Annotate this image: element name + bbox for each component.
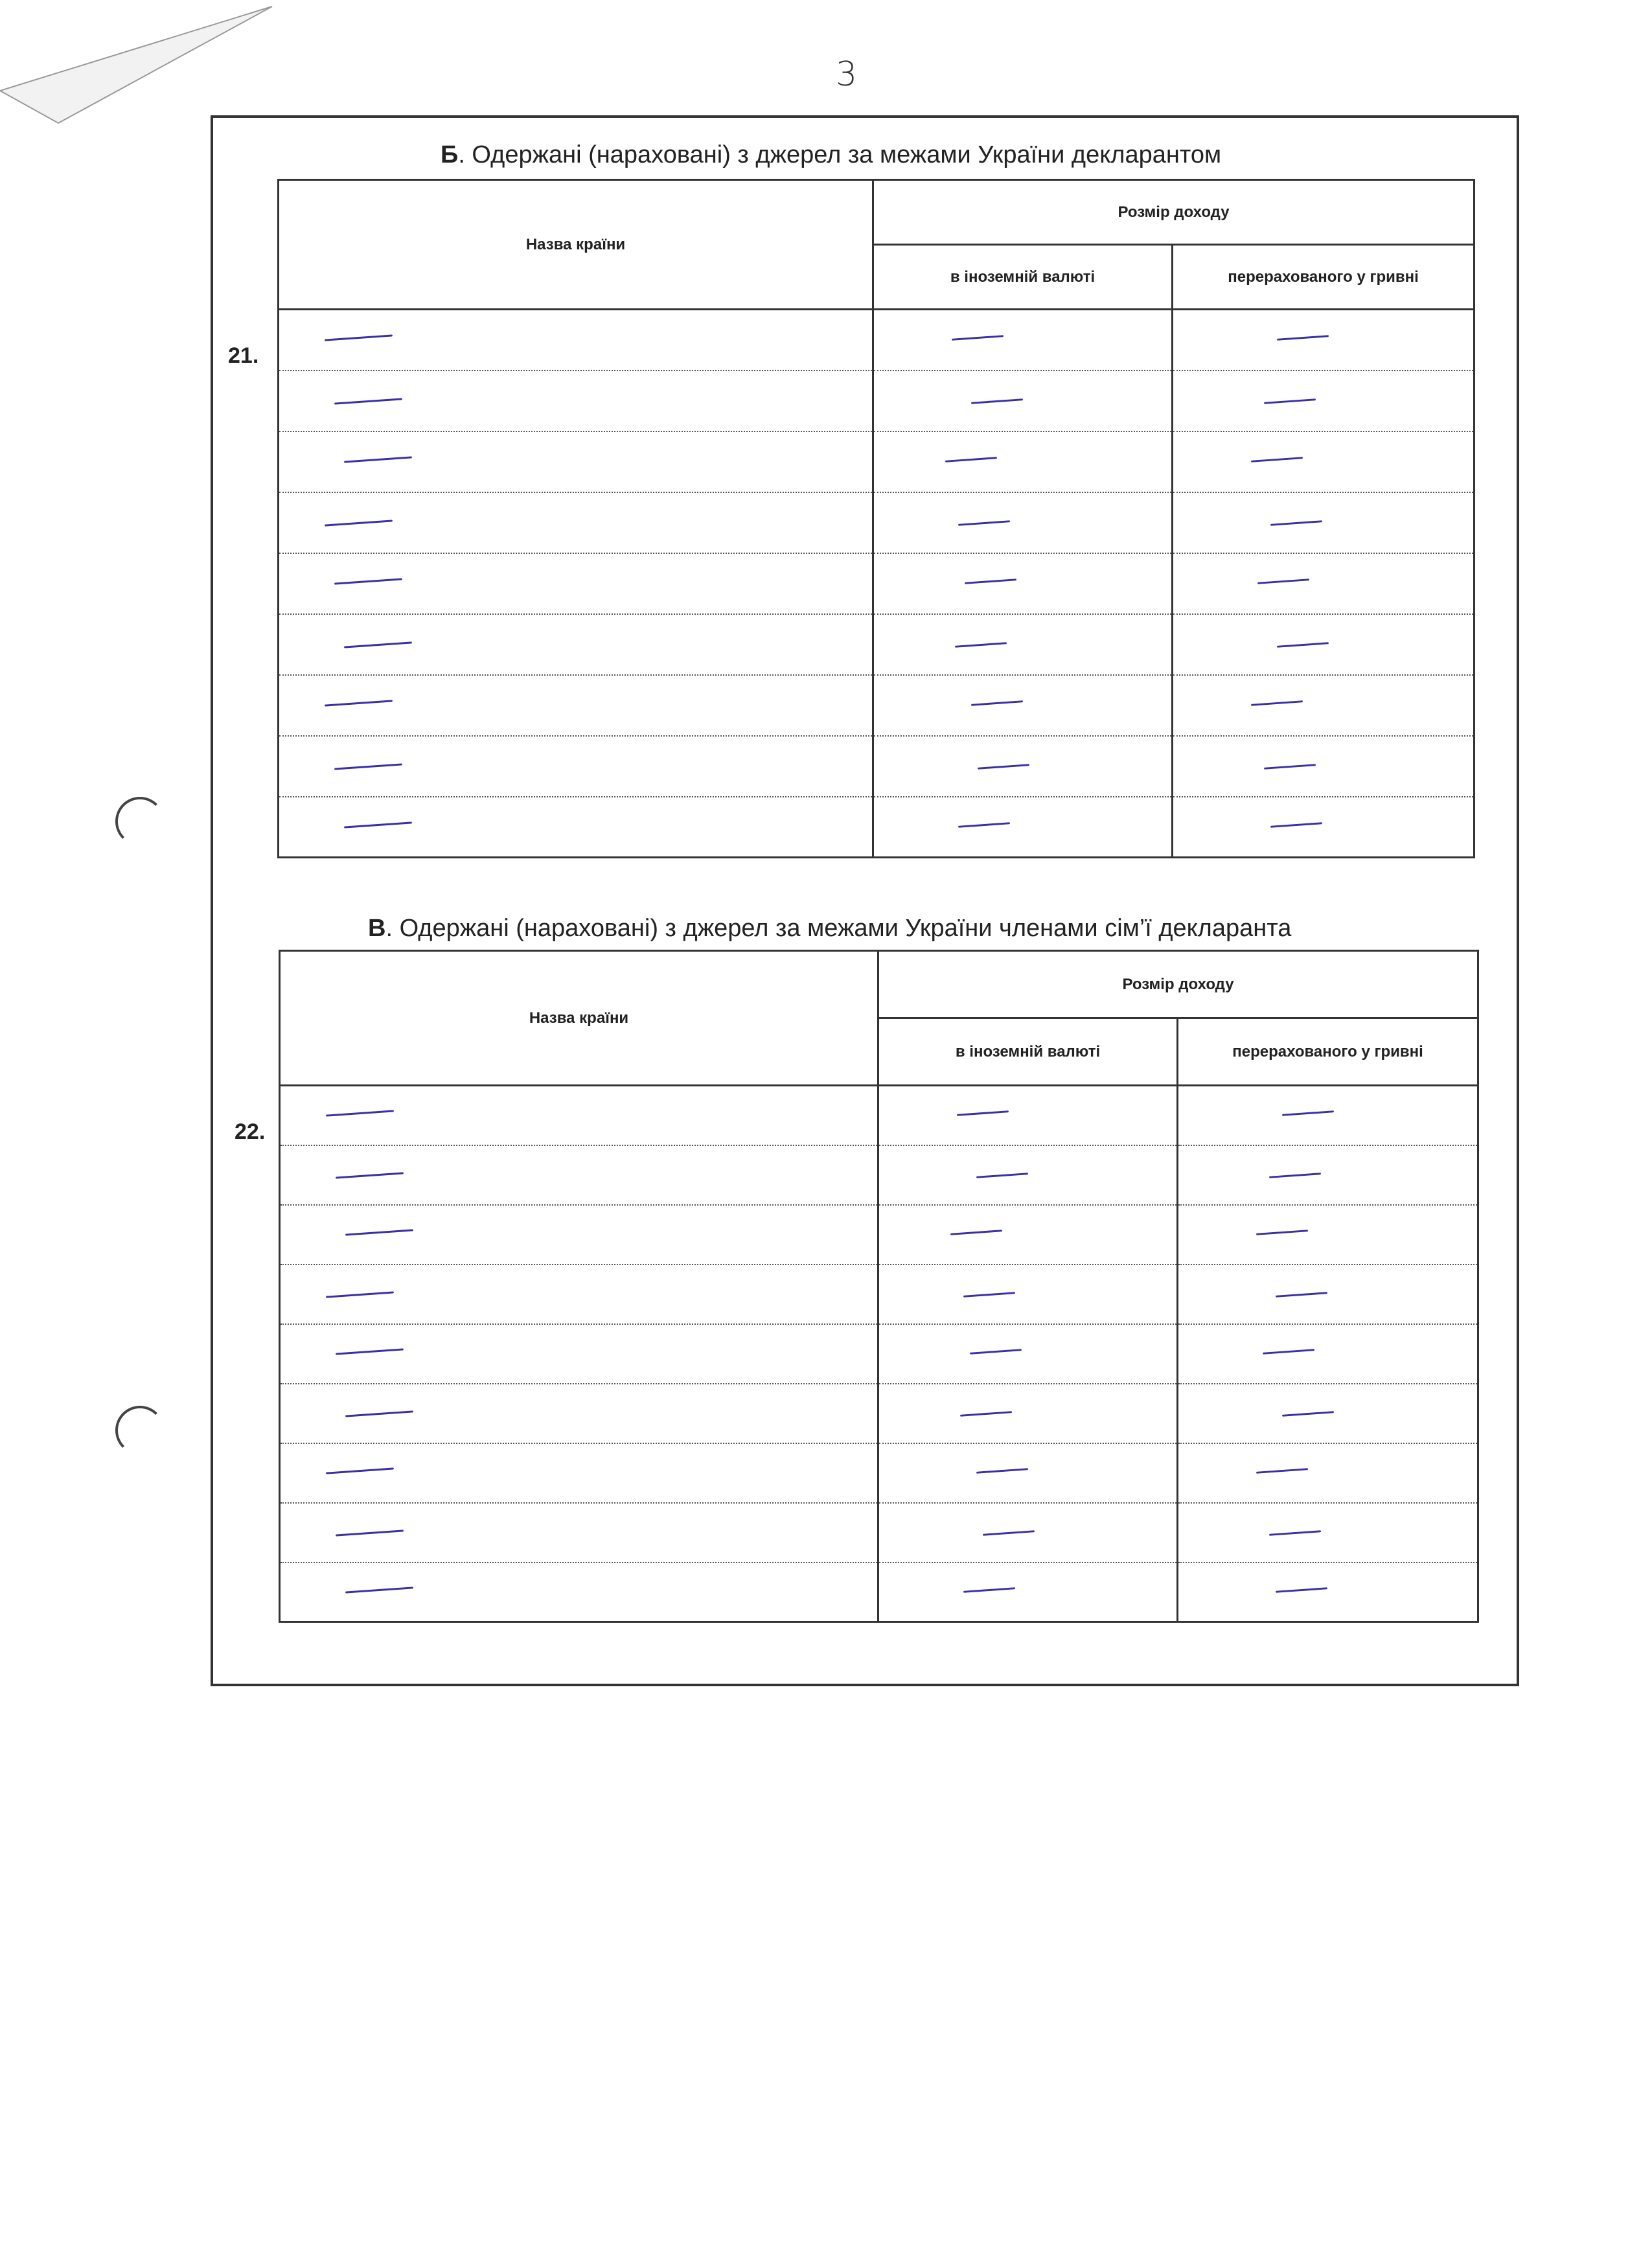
table-row bbox=[280, 1265, 1478, 1324]
handwritten-dash-mark bbox=[344, 821, 412, 828]
handwritten-dash-mark bbox=[1270, 822, 1322, 828]
handwritten-dash-mark bbox=[344, 456, 412, 463]
cell-country[interactable] bbox=[280, 1265, 878, 1324]
header-income-size: Розмір доходу bbox=[873, 180, 1474, 245]
cell-uah[interactable] bbox=[1178, 1324, 1478, 1384]
cell-country[interactable] bbox=[280, 1503, 878, 1563]
cell-uah[interactable] bbox=[1178, 1563, 1478, 1622]
punch-hole-lower bbox=[115, 1406, 165, 1455]
row-number-21: 21. bbox=[228, 343, 259, 368]
handwritten-dash-mark bbox=[345, 1410, 413, 1417]
handwritten-dash-mark bbox=[976, 1468, 1028, 1474]
cell-uah[interactable] bbox=[1178, 1503, 1478, 1563]
handwritten-dash-mark bbox=[1277, 335, 1329, 341]
cell-country[interactable] bbox=[279, 553, 873, 614]
cell-country[interactable] bbox=[280, 1384, 878, 1443]
table-section-b bbox=[277, 179, 1475, 858]
table-row bbox=[280, 1324, 1478, 1384]
handwritten-dash-mark bbox=[325, 700, 393, 706]
table-row bbox=[279, 675, 1474, 736]
handwritten-dash-mark bbox=[963, 1587, 1015, 1593]
cell-foreign-currency[interactable] bbox=[878, 1503, 1178, 1563]
cell-country[interactable] bbox=[279, 492, 873, 553]
handwritten-dash-mark bbox=[336, 1348, 404, 1355]
handwritten-dash-mark bbox=[1256, 1468, 1308, 1474]
table-row bbox=[279, 310, 1474, 371]
cell-foreign-currency[interactable] bbox=[878, 1324, 1178, 1384]
table-row bbox=[279, 797, 1474, 858]
cell-country[interactable] bbox=[279, 371, 873, 431]
cell-uah[interactable] bbox=[1178, 1145, 1478, 1205]
table-row bbox=[279, 371, 1474, 431]
cell-foreign-currency[interactable] bbox=[878, 1145, 1178, 1205]
cell-foreign-currency[interactable] bbox=[873, 736, 1173, 797]
handwritten-dash-mark bbox=[325, 334, 393, 341]
cell-country[interactable] bbox=[280, 1563, 878, 1622]
handwritten-dash-mark bbox=[344, 641, 412, 648]
handwritten-dash-mark bbox=[1251, 700, 1303, 706]
handwritten-dash-mark bbox=[326, 1110, 394, 1116]
handwritten-dash-mark bbox=[983, 1530, 1035, 1536]
table-row bbox=[280, 1205, 1478, 1265]
cell-foreign-currency[interactable] bbox=[878, 1086, 1178, 1145]
header-country: Назва країни bbox=[280, 951, 878, 1086]
cell-foreign-currency[interactable] bbox=[873, 310, 1173, 371]
cell-foreign-currency[interactable] bbox=[878, 1563, 1178, 1622]
section-v-letter: В bbox=[368, 915, 386, 942]
table-row bbox=[279, 492, 1474, 553]
cell-foreign-currency[interactable] bbox=[873, 553, 1173, 614]
cell-country[interactable] bbox=[279, 675, 873, 736]
cell-foreign-currency[interactable] bbox=[873, 431, 1173, 492]
section-b-letter: Б bbox=[441, 141, 459, 168]
cell-foreign-currency[interactable] bbox=[873, 797, 1173, 858]
handwritten-dash-mark bbox=[345, 1229, 413, 1235]
handwritten-dash-mark bbox=[1269, 1530, 1321, 1536]
table-row bbox=[280, 1503, 1478, 1563]
cell-uah[interactable] bbox=[1178, 1265, 1478, 1324]
section-b-title-text: . Одержані (нараховані) з джерел за межами України декларантом bbox=[458, 141, 1222, 168]
handwritten-dash-mark bbox=[1256, 1230, 1308, 1235]
handwritten-dash-mark bbox=[334, 763, 402, 770]
handwritten-dash-mark bbox=[1276, 1292, 1327, 1298]
cell-country[interactable] bbox=[280, 1205, 878, 1265]
cell-foreign-currency[interactable] bbox=[873, 675, 1173, 736]
cell-country[interactable] bbox=[280, 1324, 878, 1384]
cell-uah[interactable] bbox=[1178, 1443, 1478, 1503]
cell-uah[interactable] bbox=[1173, 310, 1474, 371]
cell-country[interactable] bbox=[280, 1145, 878, 1205]
handwritten-dash-mark bbox=[963, 1292, 1015, 1298]
handwritten-dash-mark bbox=[1264, 764, 1316, 770]
handwritten-dash-mark bbox=[336, 1529, 404, 1536]
handwritten-dash-mark bbox=[950, 1230, 1002, 1235]
table-row bbox=[279, 614, 1474, 675]
cell-foreign-currency[interactable] bbox=[873, 492, 1173, 553]
cell-country[interactable] bbox=[279, 310, 873, 371]
cell-foreign-currency[interactable] bbox=[878, 1265, 1178, 1324]
handwritten-dash-mark bbox=[1270, 520, 1322, 526]
handwritten-dash-mark bbox=[955, 642, 1007, 648]
cell-foreign-currency[interactable] bbox=[873, 614, 1173, 675]
handwritten-dash-mark bbox=[971, 398, 1023, 404]
cell-country[interactable] bbox=[279, 431, 873, 492]
cell-uah[interactable] bbox=[1173, 675, 1474, 736]
page-number: 3 bbox=[836, 55, 858, 94]
section-v-title-text: . Одержані (нараховані) з джерел за межами України членами сім’ї декларанта bbox=[385, 915, 1292, 942]
table-row bbox=[280, 1086, 1478, 1145]
table-row bbox=[280, 1563, 1478, 1622]
handwritten-dash-mark bbox=[958, 822, 1010, 828]
handwritten-dash-mark bbox=[334, 578, 402, 584]
handwritten-dash-mark bbox=[952, 335, 1004, 341]
cell-country[interactable] bbox=[279, 614, 873, 675]
table-row bbox=[279, 736, 1474, 797]
header-uah: перерахованого у гривні bbox=[1178, 1018, 1478, 1086]
cell-country[interactable] bbox=[280, 1443, 878, 1503]
cell-country[interactable] bbox=[279, 736, 873, 797]
handwritten-dash-mark bbox=[958, 520, 1010, 526]
handwritten-dash-mark bbox=[965, 578, 1016, 584]
header-foreign-currency: в іноземній валюті bbox=[873, 245, 1173, 310]
handwritten-dash-mark bbox=[1276, 1587, 1327, 1593]
cell-uah[interactable] bbox=[1173, 431, 1474, 492]
cell-uah[interactable] bbox=[1178, 1205, 1478, 1265]
cell-uah[interactable] bbox=[1173, 797, 1474, 858]
cell-uah[interactable] bbox=[1173, 553, 1474, 614]
handwritten-dash-mark bbox=[978, 764, 1029, 770]
section-b-title bbox=[441, 141, 1221, 169]
header-country: Назва країни bbox=[279, 180, 873, 310]
handwritten-dash-mark bbox=[1277, 642, 1329, 648]
handwritten-dash-mark bbox=[326, 1291, 394, 1298]
cell-uah[interactable] bbox=[1173, 736, 1474, 797]
cell-uah[interactable] bbox=[1173, 492, 1474, 553]
table-section-v bbox=[279, 950, 1479, 1623]
handwritten-dash-mark bbox=[976, 1173, 1028, 1178]
section-v-title bbox=[368, 915, 1291, 943]
handwritten-dash-mark bbox=[1282, 1411, 1334, 1417]
folded-corner bbox=[0, 0, 298, 130]
cell-foreign-currency[interactable] bbox=[878, 1205, 1178, 1265]
cell-uah[interactable] bbox=[1178, 1086, 1478, 1145]
row-number-22: 22. bbox=[235, 1119, 266, 1144]
cell-foreign-currency[interactable] bbox=[878, 1384, 1178, 1443]
handwritten-dash-mark bbox=[957, 1110, 1009, 1116]
handwritten-dash-mark bbox=[1263, 1349, 1314, 1355]
cell-foreign-currency[interactable] bbox=[873, 371, 1173, 431]
handwritten-dash-mark bbox=[1257, 578, 1309, 584]
handwritten-dash-mark bbox=[945, 457, 997, 463]
cell-uah[interactable] bbox=[1178, 1384, 1478, 1443]
table-row bbox=[280, 1145, 1478, 1205]
cell-uah[interactable] bbox=[1173, 614, 1474, 675]
handwritten-dash-mark bbox=[1269, 1173, 1321, 1178]
cell-foreign-currency[interactable] bbox=[878, 1443, 1178, 1503]
handwritten-dash-mark bbox=[334, 398, 402, 404]
header-foreign-currency: в іноземній валюті bbox=[878, 1018, 1178, 1086]
handwritten-dash-mark bbox=[1251, 457, 1303, 463]
handwritten-dash-mark bbox=[336, 1172, 404, 1178]
cell-uah[interactable] bbox=[1173, 371, 1474, 431]
cell-country[interactable] bbox=[279, 797, 873, 858]
handwritten-dash-mark bbox=[970, 1349, 1022, 1355]
handwritten-dash-mark bbox=[326, 1467, 394, 1474]
table-row bbox=[279, 553, 1474, 614]
handwritten-dash-mark bbox=[960, 1411, 1012, 1417]
table-row bbox=[279, 431, 1474, 492]
handwritten-dash-mark bbox=[345, 1586, 413, 1593]
handwritten-dash-mark bbox=[971, 700, 1023, 706]
header-uah: перерахованого у гривні bbox=[1173, 245, 1474, 310]
header-income-size: Розмір доходу bbox=[878, 951, 1478, 1018]
punch-hole-upper bbox=[115, 797, 165, 846]
handwritten-dash-mark bbox=[325, 520, 393, 526]
handwritten-dash-mark bbox=[1264, 398, 1316, 404]
table-row bbox=[280, 1443, 1478, 1503]
table-row bbox=[280, 1384, 1478, 1443]
handwritten-dash-mark bbox=[1282, 1110, 1334, 1116]
cell-country[interactable] bbox=[280, 1086, 878, 1145]
